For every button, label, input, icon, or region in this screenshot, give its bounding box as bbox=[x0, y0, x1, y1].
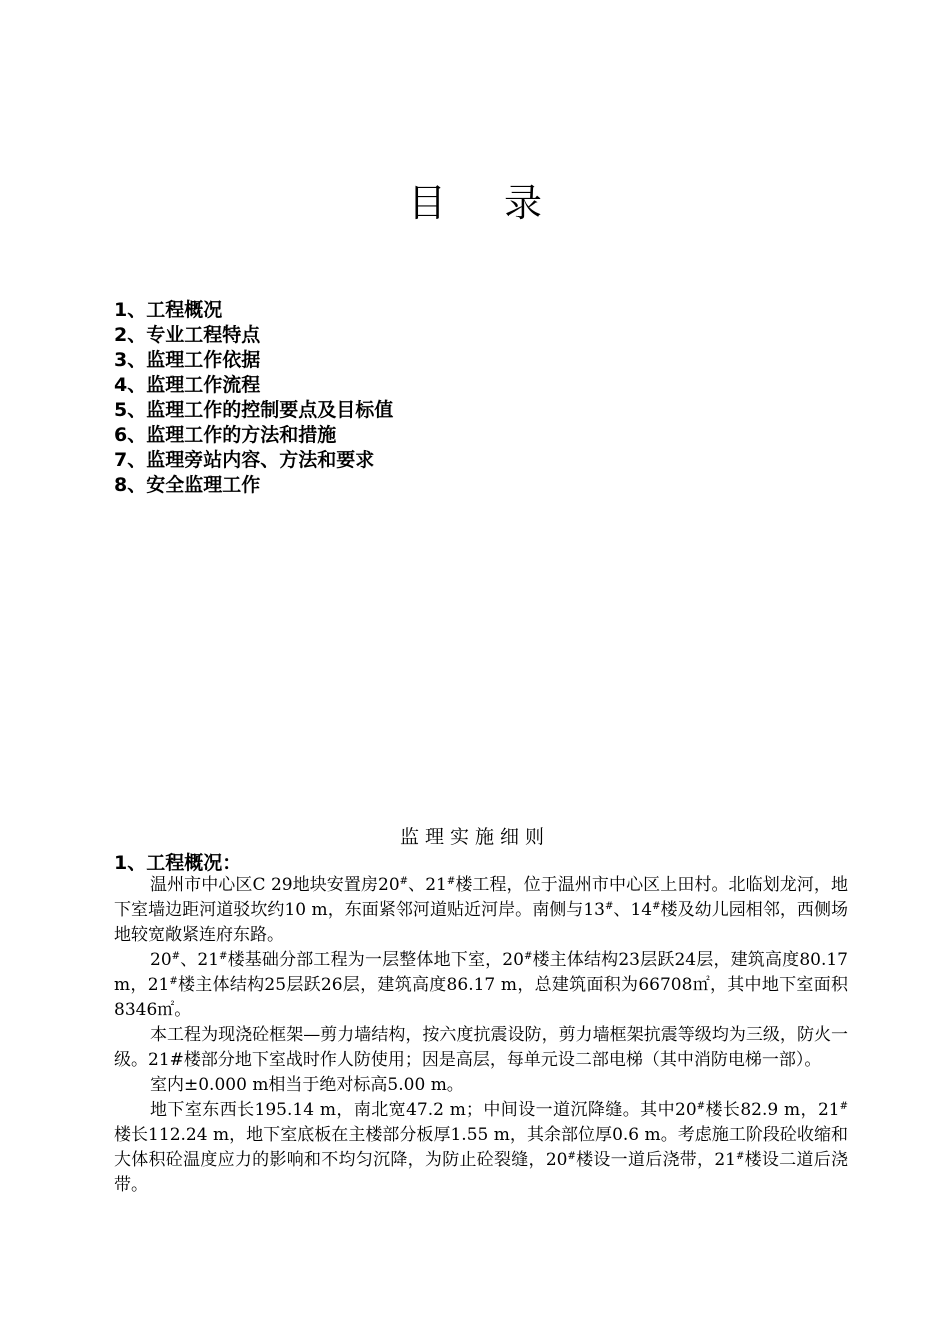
superscript-mark: # bbox=[446, 876, 456, 887]
text-run: 地下室东西长195.14 m，南北宽47.2 m；中间设一道沉降缝。其中20 bbox=[150, 1100, 697, 1120]
text-run: 楼基础分部工程为一层整体地下室，20 bbox=[227, 950, 524, 970]
superscript-mark: # bbox=[605, 901, 614, 912]
superscript-mark: # bbox=[169, 976, 178, 987]
superscript-mark: # bbox=[219, 951, 228, 962]
paragraph-scale bbox=[114, 948, 848, 1023]
text-run: 楼设一道后浇带，21 bbox=[575, 1150, 736, 1170]
paragraph-elevation: 室内±0.000 m相当于绝对标高5.00 m。 bbox=[150, 1075, 464, 1095]
toc-item: 5、监理工作的控制要点及目标值 bbox=[114, 399, 394, 421]
text-run: 楼主体结构23层跃24层，建筑高度80.17 m，21 bbox=[114, 950, 848, 995]
text-run: 、21 bbox=[408, 875, 447, 895]
toc-list bbox=[114, 298, 393, 498]
text-run: 楼长112.24 m，地下室底板在主楼部分板厚1.55 m，其余部位厚0.6 m。考虑施工阶段砼收缩和大体积砼温度应力的影响和不均匀沉降，为防止砼裂缝，20 bbox=[114, 1125, 848, 1170]
paragraph-basement bbox=[114, 1098, 848, 1198]
text-run: 楼设二道后浇带。 bbox=[114, 1150, 848, 1195]
superscript-mark: # bbox=[171, 951, 181, 962]
toc-item: 4、监理工作流程 bbox=[114, 374, 261, 396]
toc-item: 7、监理旁站内容、方法和要求 bbox=[114, 449, 375, 471]
text-run: 20 bbox=[150, 950, 172, 970]
text-run: 、14 bbox=[613, 900, 653, 920]
toc-item: 8、安全监理工作 bbox=[114, 474, 261, 496]
section-body bbox=[114, 873, 848, 1198]
text-run: 、21 bbox=[180, 950, 220, 970]
superscript-mark: # bbox=[399, 876, 409, 887]
superscript-mark: # bbox=[735, 1151, 745, 1162]
section-heading: 1、工程概况： bbox=[114, 852, 242, 874]
superscript-mark: # bbox=[696, 1101, 706, 1112]
toc-item: 2、专业工程特点 bbox=[114, 324, 261, 346]
superscript-mark: # bbox=[523, 951, 533, 962]
toc-item: 3、监理工作依据 bbox=[114, 349, 261, 371]
paragraph-structure: 本工程为现浇砼框架—剪力墙结构，按六度抗震设防，剪力墙框架抗震等级均为三级，防火一级。21#楼部分地下室战时作人防使用；因是高层，每单元设二部电梯（其中消防电梯一部）。 bbox=[114, 1025, 848, 1070]
toc-item: 6、监理工作的方法和措施 bbox=[114, 424, 337, 446]
text-run: 温州市中心区C 29地块安置房20 bbox=[150, 875, 400, 895]
superscript-mark: # bbox=[839, 1101, 848, 1112]
text-run: 楼工程，位于温州市中心区上田村。北临划龙河，地下室墙边距河道驳坎约10 m，东面紧邻河道贴近河岸。南侧与13 bbox=[114, 875, 848, 920]
toc-item: 1、工程概况 bbox=[114, 299, 223, 321]
text-run: 楼主体结构25层跃26层，建筑高度86.17 m，总建筑面积为66708㎡，其中地下室面积8346㎡。 bbox=[114, 975, 848, 1020]
toc-title: 目录 bbox=[407, 181, 600, 225]
document-title: 监理实施细则 bbox=[399, 826, 550, 848]
text-run: 楼长82.9 m，21 bbox=[705, 1100, 840, 1120]
text-run: 楼及幼儿园相邻，西侧场地较宽敞紧连府东路。 bbox=[114, 900, 849, 945]
superscript-mark: # bbox=[567, 1151, 576, 1162]
superscript-mark: # bbox=[652, 901, 661, 912]
paragraph-location bbox=[114, 873, 848, 948]
